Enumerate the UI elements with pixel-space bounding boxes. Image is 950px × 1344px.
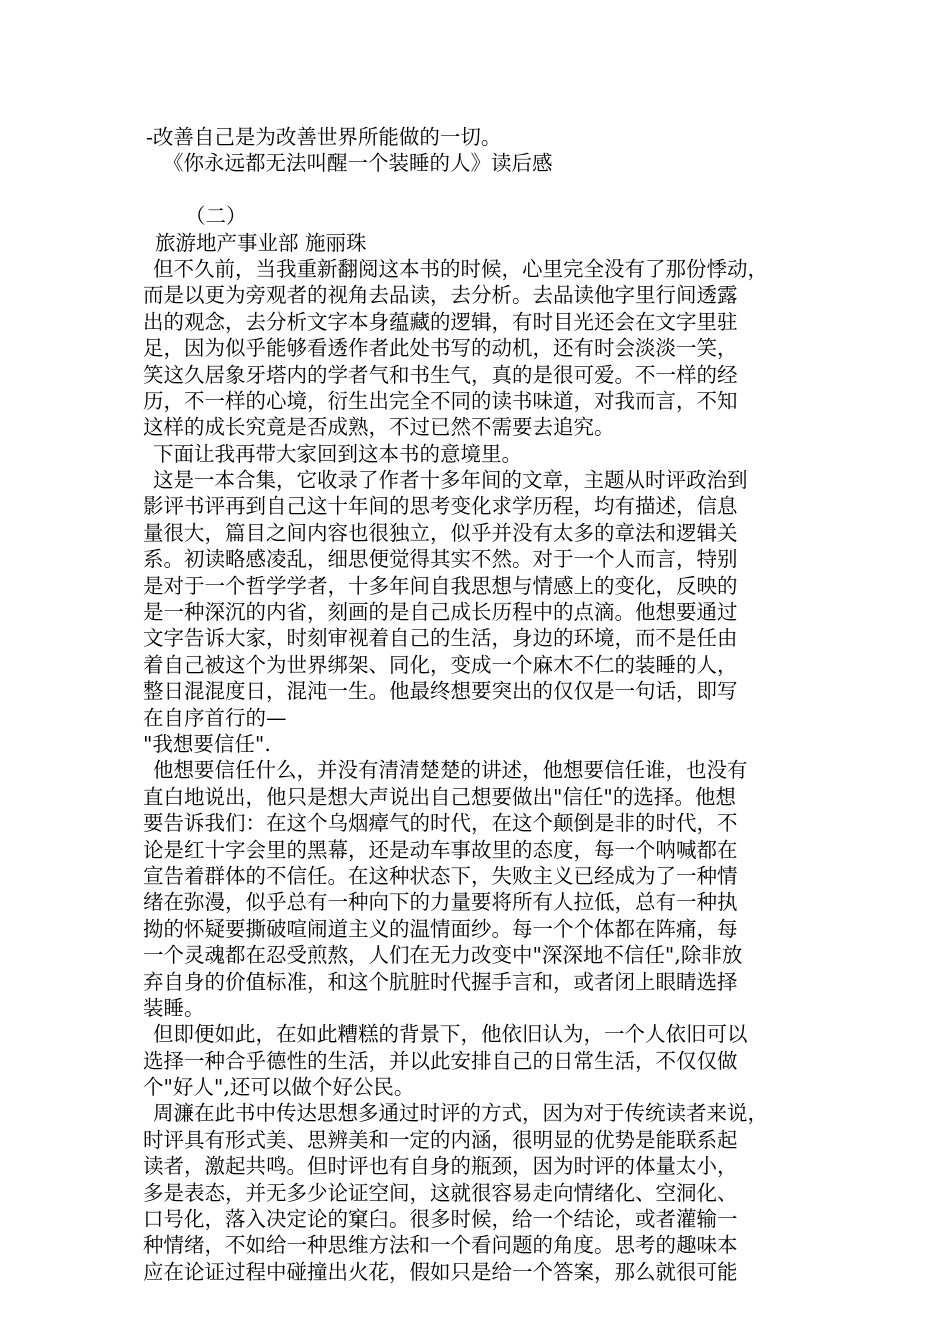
paragraph-line: 着自己被这个为世界绑架、同化，变成一个麻木不仁的装睡的人， (143, 652, 738, 677)
paragraph-line: 影评书评再到自己这十年间的思考变化求学历程，均有描述，信息 (143, 494, 738, 519)
paragraph-line: 要告诉我们：在这个乌烟瘴气的时代，在这个颠倒是非的时代，不 (143, 811, 738, 836)
paragraph-line: 系。初读略感凌乱，细思便觉得其实不然。对于一个人而言，特别 (143, 547, 738, 572)
paragraph-line: 一个灵魂都在忍受煎熬，人们在无力改变中"深深地不信任",除非放 (143, 943, 743, 968)
paragraph-line: 是对于一个哲学学者，十多年间自我思想与情感上的变化，反映的 (143, 573, 738, 598)
paragraph-line: 读者，激起共鸣。但时评也有自身的瓶颈，因为时评的体量太小， (143, 1154, 738, 1179)
paragraph-line: 这是一本合集，它收录了作者十多年间的文章，主题从时评政治到 (153, 468, 748, 493)
paragraph-line: 时评具有形式美、思辨美和一定的内涵，很明显的优势是能联系起 (143, 1127, 738, 1152)
paragraph-line: 足，因为似乎能够看透作者此处书写的动机，还有时会淡淡一笑， (143, 336, 738, 361)
paragraph-line: 这样的成长究竟是否成熟，不过已然不需要去追究。 (143, 415, 615, 440)
paragraph-line: 弃自身的价值标准，和这个肮脏时代握手言和，或者闭上眼睛选择 (143, 969, 738, 994)
paragraph-line: 量很大，篇目之间内容也很独立，似乎并没有太多的章法和逻辑关 (143, 520, 738, 545)
quote-line: "我想要信任". (143, 731, 271, 756)
paragraph-line: 但不久前，当我重新翻阅这本书的时候，心里完全没有了那份悸动， (153, 256, 768, 281)
paragraph-line: 整日混混度日，混沌一生。他最终想要突出的仅仅是一句话，即写 (143, 679, 738, 704)
paragraph-line: 应在论证过程中碰撞出火花，假如只是给一个答案，那么就很可能 (143, 1259, 738, 1284)
paragraph-line: 下面让我再带大家回到这本书的意境里。 (153, 441, 522, 466)
paragraph-line: 在自序首行的— (143, 705, 287, 730)
paragraph-line: 历，不一样的心境，衍生出完全不同的读书味道，对我而言，不知 (143, 388, 738, 413)
paragraph-line: 论是红十字会里的黑幕，还是动车事故里的态度，每一个呐喊都在 (143, 837, 738, 862)
paragraph-line: 多是表态，并无多少论证空间，这就很容易走向情绪化、空洞化、 (143, 1180, 738, 1205)
paragraph-line: 笑这久居象牙塔内的学者气和书生气，真的是很可爱。不一样的经 (143, 362, 738, 387)
paragraph-line: 口号化，落入决定论的窠臼。很多时候，给一个结论，或者灌输一 (143, 1207, 738, 1232)
section-number: （二） (185, 204, 247, 229)
paragraph-line: 但即便如此，在如此糟糕的背景下，他依旧认为，一个人依旧可以 (153, 1022, 748, 1047)
blank-line (143, 177, 815, 203)
text-line-1: -改善自己是为改善世界所能做的一切。 (146, 125, 502, 149)
paragraph-line: 周濂在此书中传达思想多通过时评的方式，因为对于传统读者来说， (153, 1101, 768, 1126)
paragraph-line: 出的观念，去分析文字本身蕴藏的逻辑，有时目光还会在文字里驻 (143, 309, 738, 334)
paragraph-line: 拗的怀疑要撕破喧闹道主义的温情面纱。每一个个体都在阵痛，每 (143, 916, 738, 941)
paragraph-line: 种情绪，不如给一种思维方法和一个看问题的角度。思考的趣味本 (143, 1233, 738, 1258)
paragraph-line: 他想要信任什么，并没有清清楚楚的讲述，他想要信任谁，也没有 (153, 758, 748, 783)
paragraph-line: 直白地说出，他只是想大声说出自己想要做出"信任"的选择。他想 (143, 784, 736, 809)
paragraph-line: 文字告诉大家，时刻审视着自己的生活，身边的环境，而不是任由 (143, 626, 738, 651)
document-body (143, 124, 815, 1285)
paragraph-line: 装睡。 (143, 995, 205, 1020)
author-line: 旅游地产事业部 施丽珠 (155, 230, 367, 255)
paragraph-line: 绪在弥漫，似乎总有一种向下的力量要将所有人拉低，总有一种执 (143, 890, 738, 915)
paragraph-line: 宣告着群体的不信任。在这种状态下，失败主义已经成为了一种情 (143, 863, 738, 888)
essay-title: 《你永远都无法叫醒一个装睡的人》读后感 (163, 151, 553, 176)
paragraph-line: 是一种深沉的内省，刻画的是自己成长历程中的点滴。他想要通过 (143, 600, 738, 625)
paragraph-line: 选择一种合乎德性的生活，并以此安排自己的日常生活，不仅仅做 (143, 1048, 738, 1073)
paragraph-line: 个"好人",还可以做个好公民。 (143, 1075, 415, 1100)
paragraph-line: 而是以更为旁观者的视角去品读，去分析。去品读他字里行间透露 (143, 283, 738, 308)
